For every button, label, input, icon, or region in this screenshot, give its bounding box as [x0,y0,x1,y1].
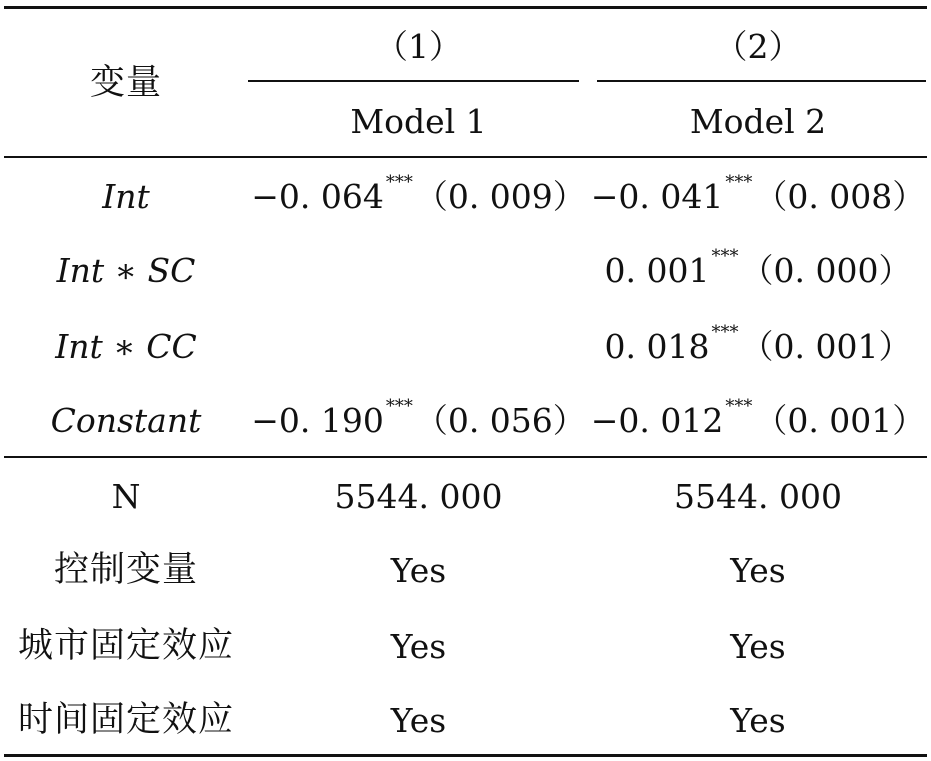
column-2-header-rule [597,80,926,82]
table-cell: 5544. 000 [334,476,503,516]
coefficient: 0. 018 [604,326,710,366]
table-cell [248,310,589,382]
standard-error: （0. 001） [740,326,912,366]
table-cell: Yes [730,626,786,666]
row-label-int-sc: Int ∗ SC [56,250,196,290]
table-cell [589,384,927,456]
coefficient: −0. 041 [590,176,724,216]
coefficient: −0. 190 [251,400,384,440]
column-2-model: Model 2 [689,101,827,141]
table-cell: Yes [390,550,447,590]
standard-error: （0. 056） [414,400,586,440]
row-label-int: Int [102,176,150,216]
standard-error: （0. 009） [414,176,586,216]
table-cell: Yes [730,700,786,740]
variable-header: 变量 [89,62,162,103]
column-1-model: Model 1 [350,101,487,141]
column-2-number: （2） [714,26,802,66]
table-cell: 5544. 000 [674,476,842,516]
significance-stars: *** [711,246,739,267]
table-cell: Yes [390,626,447,666]
table-cell [589,234,927,306]
row-label-controls: 控制变量 [53,549,198,590]
row-label-time-fe: 时间固定效应 [17,699,234,740]
table-cell [248,384,589,456]
coefficient: 0. 001 [604,250,710,290]
table-cell [589,160,927,232]
coefficient: −0. 012 [590,400,724,440]
table-cell: Yes [730,550,786,590]
standard-error: （0. 008） [754,176,926,216]
standard-error: （0. 001） [754,400,926,440]
column-1-header-rule [248,80,579,82]
coefficient: −0. 064 [251,176,384,216]
column-1-number: （1） [375,26,462,66]
significance-stars: *** [385,396,413,417]
table-cell [248,160,589,232]
table-cell: Yes [390,700,447,740]
table-cell [589,310,927,382]
row-label-constant: Constant [50,400,202,440]
significance-stars: *** [725,172,753,193]
coefficient-bottom-rule [4,456,927,458]
row-label-n: N [111,476,141,516]
significance-stars: *** [725,396,753,417]
significance-stars: *** [385,172,413,193]
row-label-int-cc: Int ∗ CC [55,326,197,366]
standard-error: （0. 000） [740,250,912,290]
table-top-rule [4,6,927,9]
table-cell [248,234,589,306]
row-label-city-fe: 城市固定效应 [17,625,234,666]
significance-stars: *** [711,322,739,343]
header-bottom-rule [4,156,927,158]
